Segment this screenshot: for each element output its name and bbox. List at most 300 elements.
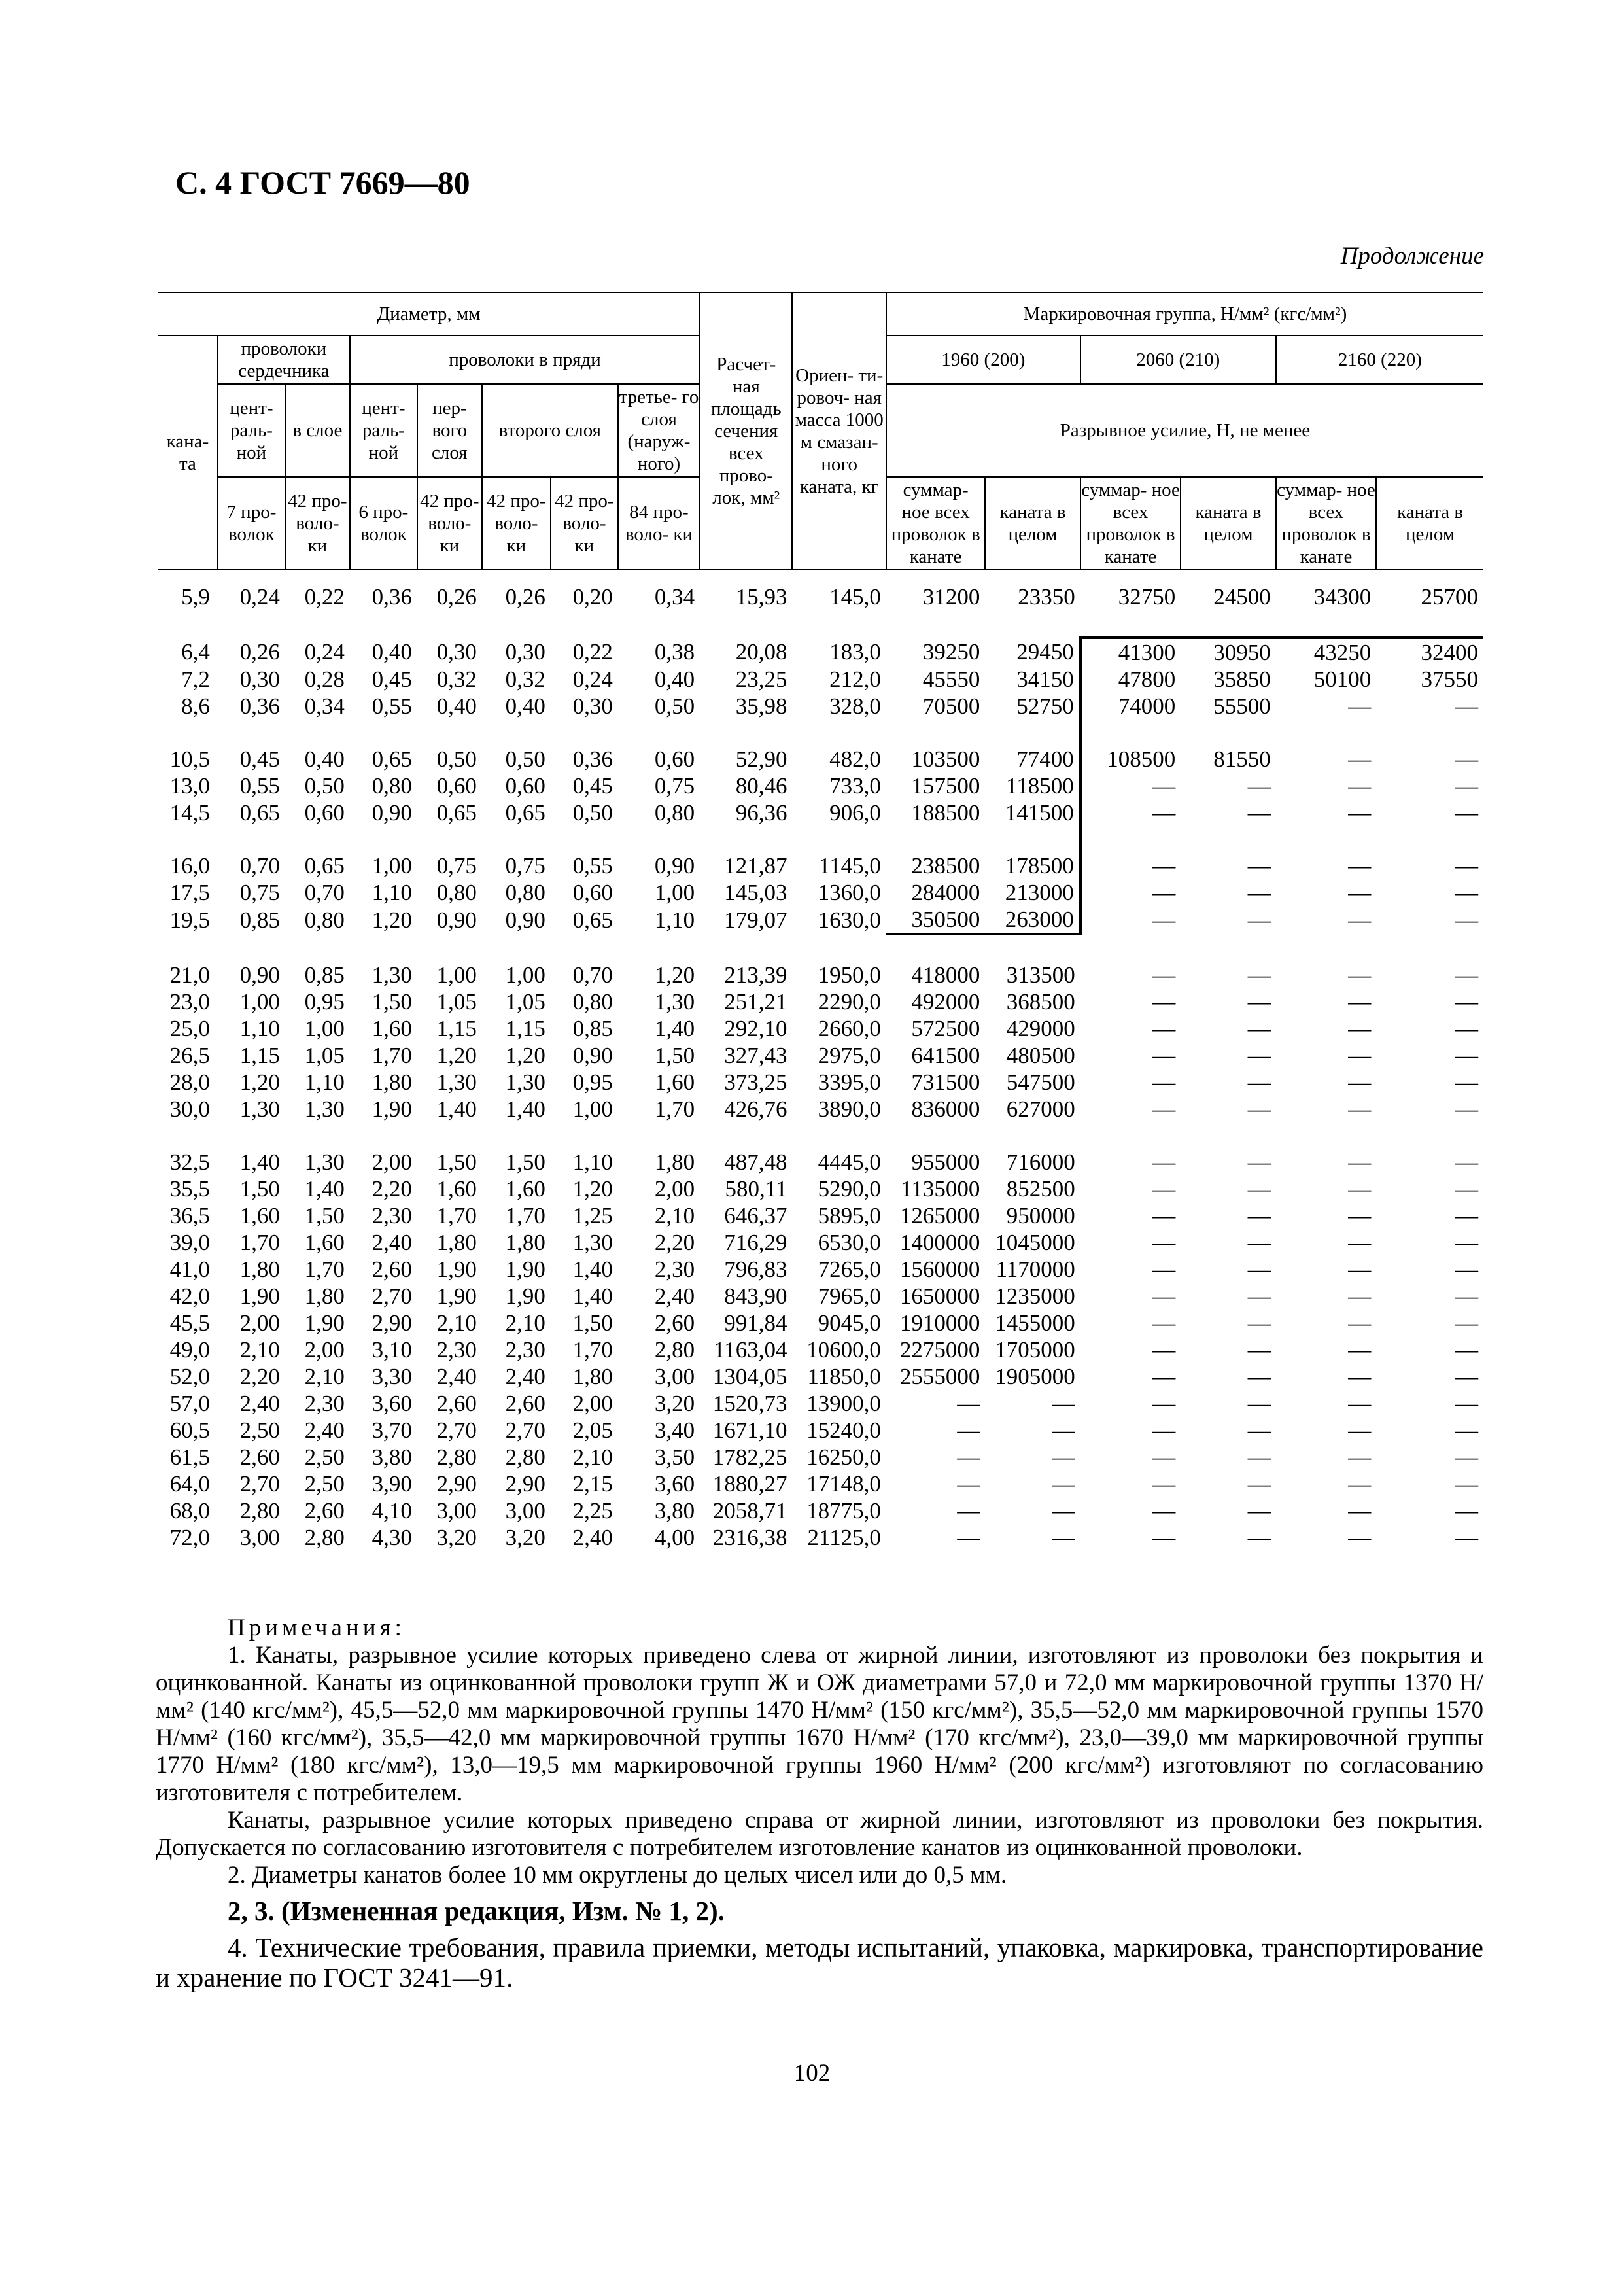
table-cell: 1,40	[304, 1176, 345, 1202]
table-cell: —	[1348, 880, 1372, 905]
table-cell: 292,10	[724, 1016, 787, 1041]
table-cell: —	[1247, 1525, 1271, 1550]
table-cell: 45,5	[169, 1310, 210, 1336]
table-cell: —	[1152, 1149, 1176, 1175]
table-row	[158, 799, 1483, 826]
table-cell: 10600,0	[806, 1337, 881, 1363]
table-cell: —	[1152, 1310, 1176, 1336]
table-cell: 0,22	[572, 639, 613, 665]
table-cell: 350500	[886, 906, 985, 934]
table-cell: —	[1348, 746, 1372, 772]
table-cell: 0,90	[371, 800, 412, 826]
table-cell: —	[1455, 1230, 1478, 1255]
table-row	[158, 1470, 1483, 1497]
table-cell: 2,40	[371, 1230, 412, 1255]
table-cell: 74000	[1080, 693, 1181, 720]
rope-parameters-table	[158, 292, 1483, 1551]
table-cell: —	[1247, 1337, 1271, 1363]
table-cell: 0,90	[505, 907, 545, 933]
table-cell: 1,60	[239, 1203, 280, 1228]
table-cell: 0,95	[572, 1070, 613, 1095]
table-cell: 1,20	[572, 1176, 613, 1202]
table-cell: 2,70	[371, 1283, 412, 1309]
table-cell: —	[1455, 1257, 1478, 1282]
table-cell: 2,00	[654, 1176, 695, 1202]
table-cell: 145,0	[829, 584, 881, 610]
table-cell: 1671,10	[712, 1418, 787, 1443]
table-cell: 1905000	[995, 1364, 1075, 1389]
table-row	[158, 906, 1483, 934]
table-cell: 0,75	[654, 773, 695, 799]
table-cell: 0,45	[572, 773, 613, 799]
table-row	[158, 1310, 1483, 1336]
table-cell: 1,90	[239, 1283, 280, 1309]
table-cell: —	[1247, 853, 1271, 878]
table-cell: —	[1152, 1283, 1176, 1309]
table-cell: 2,15	[572, 1471, 613, 1497]
table-cell: 1,50	[436, 1149, 477, 1175]
table-cell: 955000	[911, 1149, 980, 1175]
table-cell: —	[1080, 773, 1181, 799]
table-cell: 2,10	[436, 1310, 477, 1336]
table-cell: 47800	[1080, 666, 1181, 693]
table-cell: 31200	[922, 584, 980, 610]
table-cell: 1,30	[572, 1230, 613, 1255]
row-group-gap	[158, 934, 1483, 962]
table-cell: 26,5	[169, 1043, 210, 1068]
table-cell: 1,80	[572, 1364, 613, 1389]
table-cell: 2,60	[436, 1391, 477, 1416]
table-cell: —	[1455, 1364, 1478, 1389]
mass-header: Ориен- ти- ровоч- ная масса 1000 м смазан- ного каната, кг	[792, 292, 886, 570]
table-cell: —	[1348, 1096, 1372, 1122]
table-cell: 35850	[1213, 667, 1271, 692]
notes-title: Примечания:	[228, 1614, 406, 1641]
table-cell: 188500	[911, 800, 980, 826]
table-cell: 646,37	[724, 1203, 787, 1228]
table-cell: 1,70	[572, 1337, 613, 1363]
table-cell: 2,30	[371, 1203, 412, 1228]
row-group-gap	[158, 1122, 1483, 1149]
table-cell: 50100	[1313, 667, 1372, 692]
table-cell: 0,65	[304, 853, 345, 878]
strand-wires-header: проволоки в пряди	[350, 336, 700, 384]
table-cell: 716000	[1006, 1149, 1075, 1175]
table-cell: 3,10	[371, 1337, 412, 1363]
table-cell: —	[1455, 1096, 1478, 1122]
table-cell: 2,10	[654, 1203, 695, 1228]
table-cell: 1,90	[436, 1283, 477, 1309]
table-cell: 2,30	[505, 1337, 545, 1363]
second-layer-header: второго слоя	[482, 384, 618, 477]
table-cell: 2660,0	[818, 1016, 881, 1041]
table-cell: 183,0	[829, 639, 881, 665]
table-cell: —	[1247, 1364, 1271, 1389]
table-cell: 373,25	[724, 1070, 787, 1095]
table-cell: 1235000	[995, 1283, 1075, 1309]
table-cell: 0,32	[505, 667, 545, 692]
table-cell: 1630,0	[818, 907, 881, 933]
table-cell: 0,95	[304, 989, 345, 1015]
table-cell: 991,84	[724, 1310, 787, 1336]
table-cell: —	[1348, 1525, 1372, 1550]
table-cell: —	[1080, 799, 1181, 826]
table-cell: 1,10	[304, 1070, 345, 1095]
table-cell: 2,00	[572, 1391, 613, 1416]
table-cell: 327,43	[724, 1043, 787, 1068]
table-row	[158, 879, 1483, 906]
table-cell: 3,70	[371, 1418, 412, 1443]
table-cell: 3,60	[654, 1471, 695, 1497]
table-cell: —	[957, 1444, 980, 1470]
table-cell: 1135000	[901, 1176, 980, 1202]
table-cell: 2,10	[304, 1364, 345, 1389]
breaking-force-header: Разрывное усилие, Н, не менее	[886, 384, 1483, 477]
table-cell: 2,20	[371, 1176, 412, 1202]
table-cell: 42,0	[169, 1283, 210, 1309]
table-cell: 68,0	[169, 1498, 210, 1523]
table-cell: 0,30	[572, 693, 613, 719]
table-cell: 580,11	[725, 1176, 787, 1202]
table-cell: —	[957, 1471, 980, 1497]
table-cell: —	[1348, 1283, 1372, 1309]
table-cell: 45550	[922, 667, 980, 692]
table-cell: 1,20	[654, 962, 695, 988]
table-cell: —	[957, 1418, 980, 1443]
table-cell: 1,25	[572, 1203, 613, 1228]
table-cell: 2,80	[304, 1525, 345, 1550]
table-cell: 1,30	[239, 1096, 280, 1122]
table-cell: 1,00	[654, 880, 695, 905]
table-cell: 2,40	[572, 1525, 613, 1550]
table-cell: 13,0	[169, 773, 210, 799]
table-cell: 733,0	[829, 773, 881, 799]
table-cell: 30950	[1181, 638, 1275, 666]
table-cell: 1,90	[505, 1283, 545, 1309]
table-cell: 4,10	[371, 1498, 412, 1523]
table-cell: —	[1247, 989, 1271, 1015]
table-cell: —	[1455, 1471, 1478, 1497]
row-group-gap	[158, 826, 1483, 852]
table-cell: 32400	[1376, 638, 1483, 666]
table-cell: —	[1152, 1096, 1176, 1122]
table-cell: 5895,0	[818, 1203, 881, 1228]
table-cell: —	[1348, 1230, 1372, 1255]
table-cell: 3,30	[371, 1364, 412, 1389]
table-cell: 1265000	[899, 1203, 980, 1228]
table-cell: —	[1455, 1043, 1478, 1068]
table-cell: 1,15	[505, 1016, 545, 1041]
table-cell: 284000	[911, 880, 980, 905]
table-cell: 0,45	[371, 667, 412, 692]
table-cell: 1,20	[505, 1043, 545, 1068]
table-cell: 429000	[1006, 1016, 1075, 1041]
table-cell: 2,40	[505, 1364, 545, 1389]
table-cell: —	[1152, 1444, 1176, 1470]
table-cell: 2,30	[304, 1391, 345, 1416]
table-cell: 0,70	[572, 962, 613, 988]
table-cell: 2,50	[304, 1471, 345, 1497]
table-cell: 0,30	[239, 667, 280, 692]
table-cell: —	[1247, 1418, 1271, 1443]
table-cell: —	[1348, 800, 1372, 826]
table-cell: —	[1052, 1498, 1075, 1523]
table-cell: 60,5	[169, 1418, 210, 1443]
table-cell: 2,60	[654, 1310, 695, 1336]
table-cell: —	[1247, 1149, 1271, 1175]
table-cell: 1,00	[572, 1096, 613, 1122]
table-cell: —	[1348, 1418, 1372, 1443]
table-cell: 2,00	[239, 1310, 280, 1336]
table-cell: 25700	[1421, 584, 1478, 610]
table-cell: 1,70	[304, 1257, 345, 1282]
table-cell: —	[1455, 1418, 1478, 1443]
table-cell: 0,80	[436, 880, 477, 905]
table-cell: 2,80	[505, 1444, 545, 1470]
table-cell: —	[1080, 906, 1181, 934]
table-cell: 212,0	[829, 667, 881, 692]
table-cell: 5,9	[181, 584, 210, 610]
table-row	[158, 1096, 1483, 1122]
sum-2060-header: суммар- ное всех проволок в канате	[1080, 477, 1181, 570]
table-cell: 0,65	[505, 800, 545, 826]
table-cell: 1400000	[899, 1230, 980, 1255]
table-cell: 178500	[1005, 853, 1074, 878]
table-cell: 0,60	[505, 773, 545, 799]
table-cell: 0,85	[572, 1016, 613, 1041]
table-cell: 0,32	[436, 667, 477, 692]
table-cell: 3395,0	[818, 1070, 881, 1095]
table-cell: 0,30	[505, 639, 545, 665]
table-cell: 2,00	[371, 1149, 412, 1175]
table-row	[158, 1283, 1483, 1310]
table-cell: —	[1152, 962, 1176, 988]
table-cell: 1,50	[304, 1203, 345, 1228]
table-cell: 2,60	[505, 1391, 545, 1416]
table-cell: 1,40	[436, 1096, 477, 1122]
table-cell: 0,24	[572, 667, 613, 692]
table-cell: —	[1247, 800, 1271, 826]
table-cell: 0,60	[572, 880, 613, 905]
table-cell: 796,83	[724, 1257, 787, 1282]
table-cell: 0,75	[239, 880, 280, 905]
table-cell: —	[1455, 1525, 1478, 1550]
table-cell: 487,48	[724, 1149, 787, 1175]
table-cell: 49,0	[169, 1337, 210, 1363]
table-cell: 0,30	[436, 639, 477, 665]
table-cell: 482,0	[829, 746, 881, 772]
table-cell: 1360,0	[818, 880, 881, 905]
table-cell: —	[1348, 1391, 1372, 1416]
table-cell: 2,80	[239, 1498, 280, 1523]
table-cell: 34300	[1313, 584, 1372, 610]
table-cell: 3,00	[436, 1498, 477, 1523]
table-cell: 2,60	[304, 1498, 345, 1523]
table-cell: 0,70	[304, 880, 345, 905]
table-cell: 2555000	[899, 1364, 980, 1389]
table-row	[158, 1202, 1483, 1229]
table-cell: 1,50	[239, 1176, 280, 1202]
table-cell: 2,40	[654, 1283, 695, 1309]
table-cell: 213000	[1005, 880, 1074, 905]
table-cell: 32750	[1118, 584, 1176, 610]
table-cell: —	[1348, 907, 1372, 933]
table-cell: 39250	[922, 639, 980, 665]
table-cell: 23350	[1018, 584, 1075, 610]
table-cell: 0,90	[572, 1043, 613, 1068]
table-cell: 0,26	[436, 584, 477, 610]
table-cell: 3,20	[436, 1525, 477, 1550]
table-cell: 0,36	[239, 693, 280, 719]
table-cell: 0,38	[654, 639, 695, 665]
table-row	[158, 962, 1483, 988]
table-cell: 3890,0	[818, 1096, 881, 1122]
table-cell: —	[1152, 1203, 1176, 1228]
table-cell: —	[1247, 1310, 1271, 1336]
table-cell: 1520,73	[712, 1391, 787, 1416]
table-cell: 23,25	[735, 667, 787, 692]
note-1: 1. Канаты, разрывное усилие которых приведено слева от жирной линии, изготовляют из проволоки без покрытия и оцинкованной. Канаты из оцинкованной проволоки групп Ж и ОЖ диаметрами 57,0 и 72,0 мм маркировочной группы 1370 Н/мм² (140 кгс/мм²), 45,5—52,0 мм маркировочной группы 1470 Н/мм² (150 кгс/мм²), 35,5—52,0 мм маркировочной группы 1570 Н/мм² (160 кгс/мм²), 35,5—42,0 мм маркировочной группы 1670 Н/мм² (170 кгс/мм²), 23,0—39,0 мм маркировочной группы 1770 Н/мм² (180 кгс/мм²), 13,0—19,5 мм маркировочной группы 1960 Н/мм² (200 кгс/мм²) изготовляют по согласованию изготовителя с потребителем.	[156, 1642, 1483, 1806]
table-row	[158, 1336, 1483, 1363]
table-cell: 36,5	[169, 1203, 210, 1228]
table-cell: —	[1152, 1364, 1176, 1389]
table-cell: 70500	[922, 693, 980, 719]
table-cell: —	[1152, 1176, 1176, 1202]
table-cell: 0,75	[505, 853, 545, 878]
table-cell: 1,70	[505, 1203, 545, 1228]
table-cell: 1,80	[436, 1230, 477, 1255]
table-cell: 2,10	[505, 1310, 545, 1336]
table-cell: —	[1247, 1257, 1271, 1282]
table-cell: 1,60	[304, 1230, 345, 1255]
table-cell: 0,80	[572, 989, 613, 1015]
table-cell: 28,0	[169, 1070, 210, 1095]
table-cell: 3,20	[505, 1525, 545, 1550]
table-cell: 57,0	[169, 1391, 210, 1416]
table-cell: 1,20	[239, 1070, 280, 1095]
page-number: 102	[793, 2060, 831, 2087]
table-cell: 35,98	[735, 693, 787, 719]
whole-2160-header: каната в целом	[1376, 477, 1483, 570]
table-cell: —	[1152, 1525, 1176, 1550]
table-cell: 492000	[911, 989, 980, 1015]
count-42d-header: 42 про- воло- ки	[551, 477, 618, 570]
table-cell: 2275000	[899, 1337, 980, 1363]
table-row	[158, 852, 1483, 879]
row-group-gap	[158, 610, 1483, 638]
table-cell: 3,40	[654, 1418, 695, 1443]
table-cell: 3,00	[505, 1498, 545, 1523]
table-cell: —	[1152, 1257, 1176, 1282]
table-row	[158, 773, 1483, 799]
sum-2160-header: суммар- ное всех проволок в канате	[1276, 477, 1377, 570]
table-cell: 3,90	[371, 1471, 412, 1497]
table-cell: 0,50	[505, 746, 545, 772]
table-cell: 368500	[1006, 989, 1075, 1015]
table-cell: 1,40	[572, 1283, 613, 1309]
table-cell: 0,55	[371, 693, 412, 719]
table-cell: 641500	[911, 1043, 980, 1068]
table-cell: 1,80	[239, 1257, 280, 1282]
table-cell: 0,85	[239, 907, 280, 933]
table-cell: —	[1152, 1230, 1176, 1255]
table-cell: 3,60	[371, 1391, 412, 1416]
table-cell: 7265,0	[818, 1257, 881, 1282]
amendment-note: 2, 3. (Измененная редакция, Изм. № 1, 2).	[228, 1896, 725, 1926]
table-cell: —	[1152, 1471, 1176, 1497]
table-cell: 263000	[985, 906, 1080, 934]
continuation-label: Продолжение	[1340, 243, 1484, 270]
table-cell: —	[1348, 1257, 1372, 1282]
table-cell: 2290,0	[818, 989, 881, 1015]
table-cell: 1,05	[304, 1043, 345, 1068]
table-row	[158, 1497, 1483, 1524]
table-cell: 7965,0	[818, 1283, 881, 1309]
table-cell: 121,87	[724, 853, 787, 878]
table-cell: 17148,0	[806, 1471, 881, 1497]
table-cell: 0,34	[304, 693, 345, 719]
core-in-layer-header: в слое	[285, 384, 350, 477]
table-cell: —	[1247, 1498, 1271, 1523]
table-cell: 72,0	[169, 1525, 210, 1550]
table-cell: 52750	[1016, 693, 1074, 719]
table-cell: 1,80	[371, 1070, 412, 1095]
table-cell: 9045,0	[818, 1310, 881, 1336]
strand-central-header: цент- раль- ной	[350, 384, 417, 477]
group-1960-header: 1960 (200)	[886, 336, 1080, 384]
table-cell: 1,05	[505, 989, 545, 1015]
table-cell: 2,40	[436, 1364, 477, 1389]
table-cell: 19,5	[169, 907, 210, 933]
table-row	[158, 1069, 1483, 1096]
table-cell: 1650000	[899, 1283, 980, 1309]
table-cell: —	[1247, 1230, 1271, 1255]
table-cell: 30,0	[169, 1096, 210, 1122]
table-cell: 1,00	[371, 853, 412, 878]
table-cell: 25,0	[169, 1016, 210, 1041]
table-cell: 1,20	[371, 907, 412, 933]
table-cell: 21,0	[169, 962, 210, 988]
table-cell: —	[1348, 1016, 1372, 1041]
table-cell: 14,5	[169, 800, 210, 826]
table-cell: 1,20	[436, 1043, 477, 1068]
table-cell: —	[1348, 989, 1372, 1015]
table-cell: 1,10	[371, 880, 412, 905]
table-cell: —	[1455, 1176, 1478, 1202]
table-cell: 0,80	[371, 773, 412, 799]
notes-section	[156, 1614, 1483, 1992]
table-cell: 8,6	[181, 693, 210, 719]
table-cell: 1,50	[505, 1149, 545, 1175]
table-cell: 1,60	[505, 1176, 545, 1202]
table-cell: 35,5	[169, 1176, 210, 1202]
table-cell: 1,60	[371, 1016, 412, 1041]
table-cell: 1,70	[371, 1043, 412, 1068]
table-cell: 1782,25	[712, 1444, 787, 1470]
paragraph-4: 4. Технические требования, правила приемки, методы испытаний, упаковка, маркировка, транспортирование и хранение по ГОСТ 3241—91.	[156, 1932, 1483, 1992]
table-cell: 1,40	[572, 1257, 613, 1282]
table-cell: 572500	[911, 1016, 980, 1041]
table-cell: 238500	[911, 853, 980, 878]
group-2160-header: 2160 (220)	[1276, 336, 1483, 384]
table-cell: —	[1455, 1070, 1478, 1095]
table-cell: —	[1247, 1176, 1271, 1202]
table-cell: 1,10	[572, 1149, 613, 1175]
table-cell: —	[1455, 1149, 1478, 1175]
table-cell: —	[1152, 1498, 1176, 1523]
table-cell: 2,40	[239, 1391, 280, 1416]
table-cell: 0,28	[304, 667, 345, 692]
